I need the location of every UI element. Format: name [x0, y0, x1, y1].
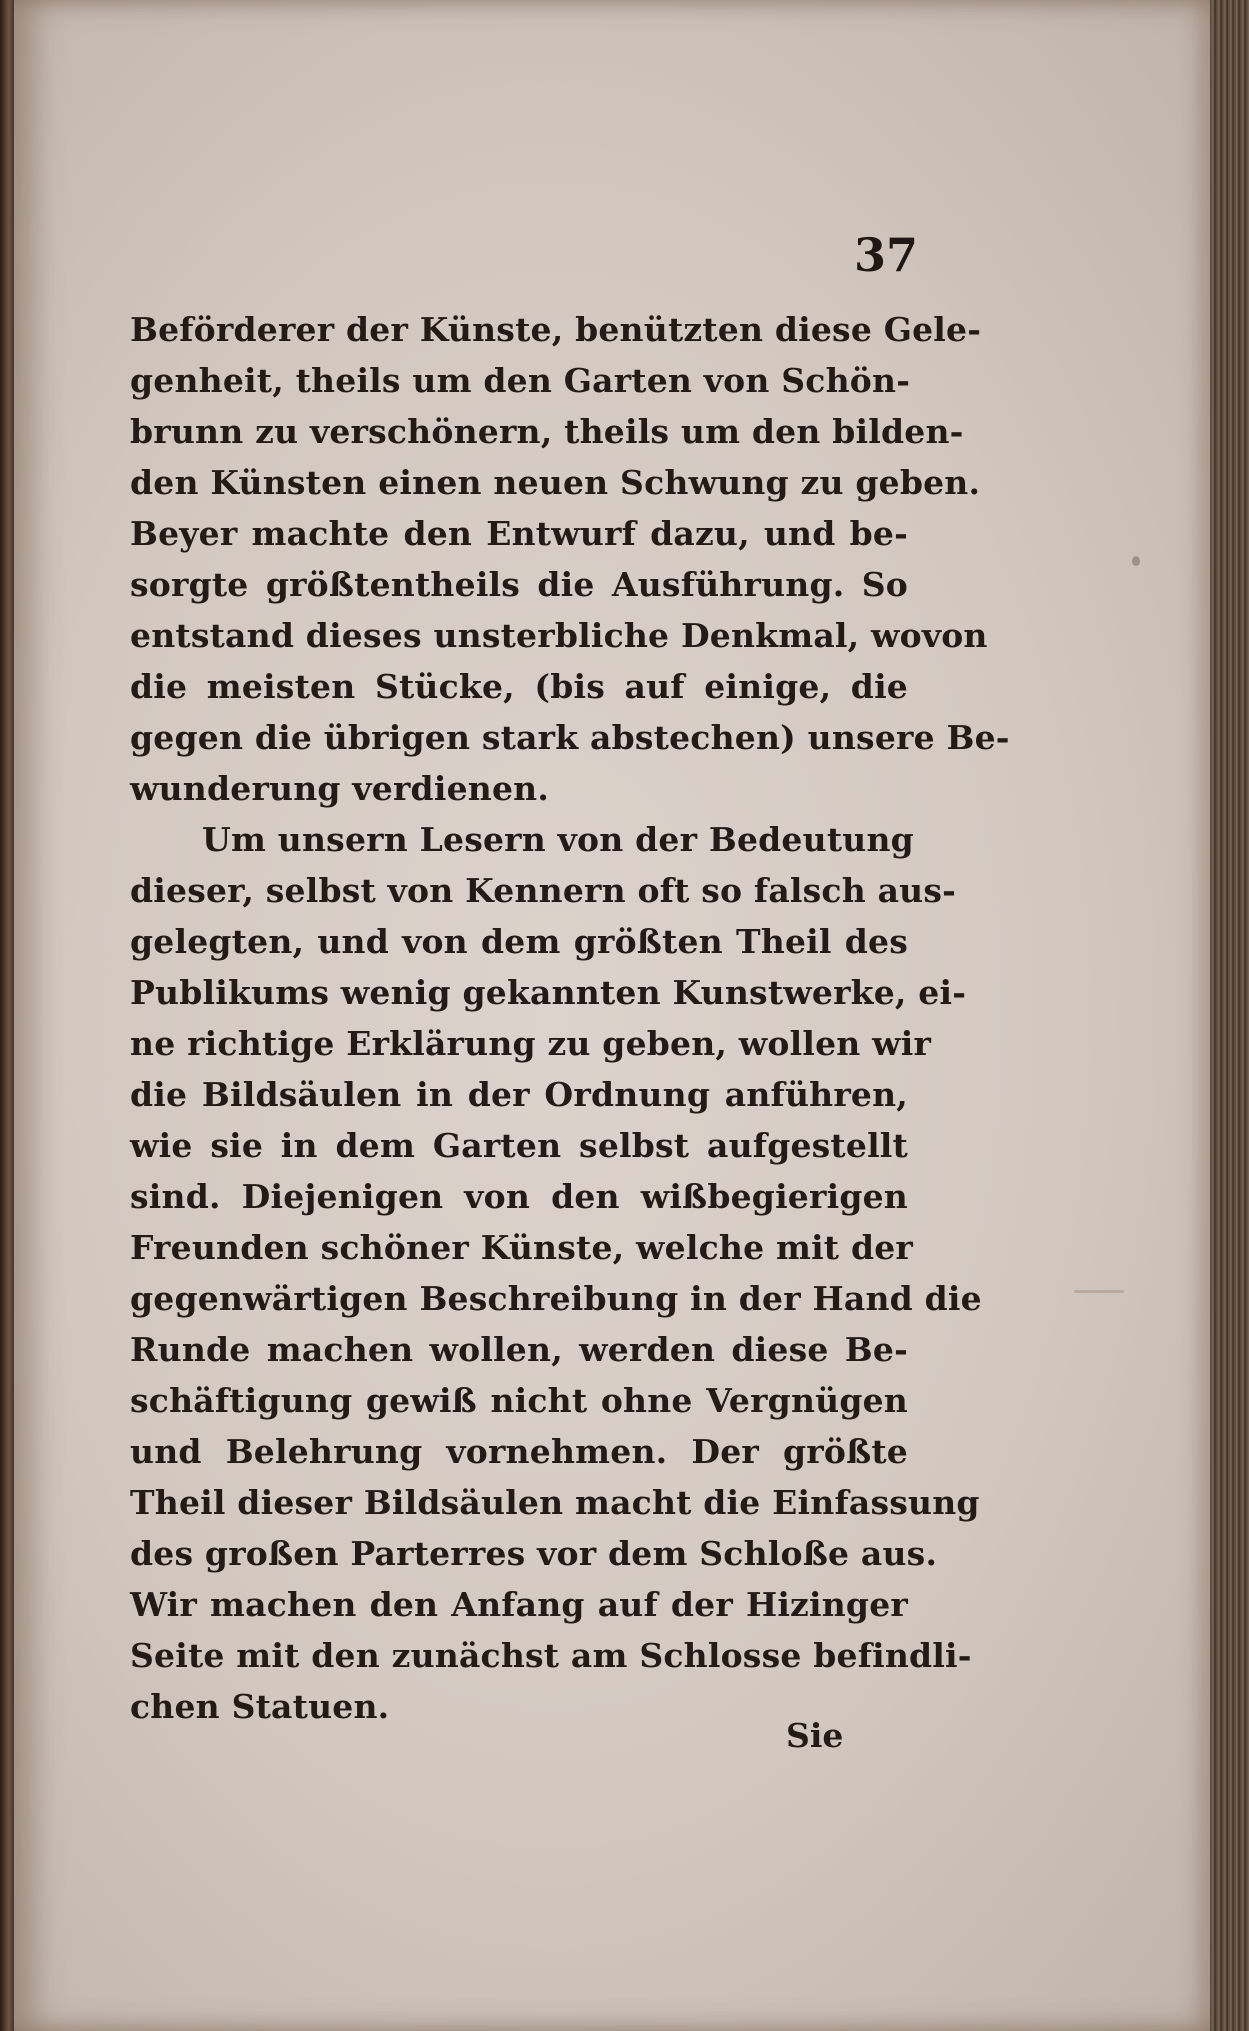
text-line: dieser, selbst von Kennern oft so falsch aus-: [130, 871, 957, 910]
text-line: chen Statuen.: [130, 1687, 390, 1726]
text-line: Theil dieser Bildsäulen macht die Einfassung: [130, 1483, 980, 1522]
text-line: wie sie in dem Garten selbst aufgestellt: [130, 1126, 908, 1165]
text-line: des großen Parterres vor dem Schloße aus.: [130, 1534, 938, 1573]
text-line: Um unsern Lesern von der Bedeutung: [202, 820, 914, 859]
text-line: Runde machen wollen, werden diese Be-: [130, 1330, 908, 1369]
text-line: Publikums wenig gekannten Kunstwerke, ei-: [130, 973, 967, 1012]
text-line: Wir machen den Anfang auf der Hizinger: [130, 1585, 908, 1624]
text-line: gegen die übrigen stark abstechen) unsere Be-: [130, 718, 1010, 757]
text-line: Beförderer der Künste, benützten diese Gele-: [130, 310, 982, 349]
text-line: genheit, theils um den Garten von Schön-: [130, 361, 911, 400]
catchword: Sie: [786, 1716, 844, 1755]
paper-mark: [1074, 1290, 1124, 1293]
text-line: sorgte größtentheils die Ausführung. So: [130, 565, 908, 604]
text-line: brunn zu verschönern, theils um den bilden-: [130, 412, 964, 451]
text-line: gelegten, und von dem größten Theil des: [130, 922, 908, 961]
book-page: [14, 0, 1210, 2031]
text-line: Seite mit den zunächst am Schlosse befindli-: [130, 1636, 972, 1675]
page-number: 37: [854, 228, 919, 282]
text-line: schäftigung gewiß nicht ohne Vergnügen: [130, 1381, 908, 1420]
text-line: die meisten Stücke, (bis auf einige, die: [130, 667, 908, 706]
text-line: wunderung verdienen.: [130, 769, 550, 808]
text-line: gegenwärtigen Beschreibung in der Hand die: [130, 1279, 982, 1318]
text-line: entstand dieses unsterbliche Denkmal, wovon: [130, 616, 988, 655]
text-line: Freunden schöner Künste, welche mit der: [130, 1228, 913, 1267]
text-line: den Künsten einen neuen Schwung zu geben.: [130, 463, 981, 502]
page-edges: [1205, 0, 1249, 2031]
body-text: [130, 304, 1010, 1732]
text-line: und Belehrung vornehmen. Der größte: [130, 1432, 908, 1471]
text-line: Beyer machte den Entwurf dazu, und be-: [130, 514, 908, 553]
text-line: ne richtige Erklärung zu geben, wollen wir: [130, 1024, 932, 1063]
text-line: sind. Diejenigen von den wißbegierigen: [130, 1177, 908, 1216]
text-line: die Bildsäulen in der Ordnung anführen,: [130, 1075, 908, 1114]
paper-spot: [1132, 556, 1140, 566]
